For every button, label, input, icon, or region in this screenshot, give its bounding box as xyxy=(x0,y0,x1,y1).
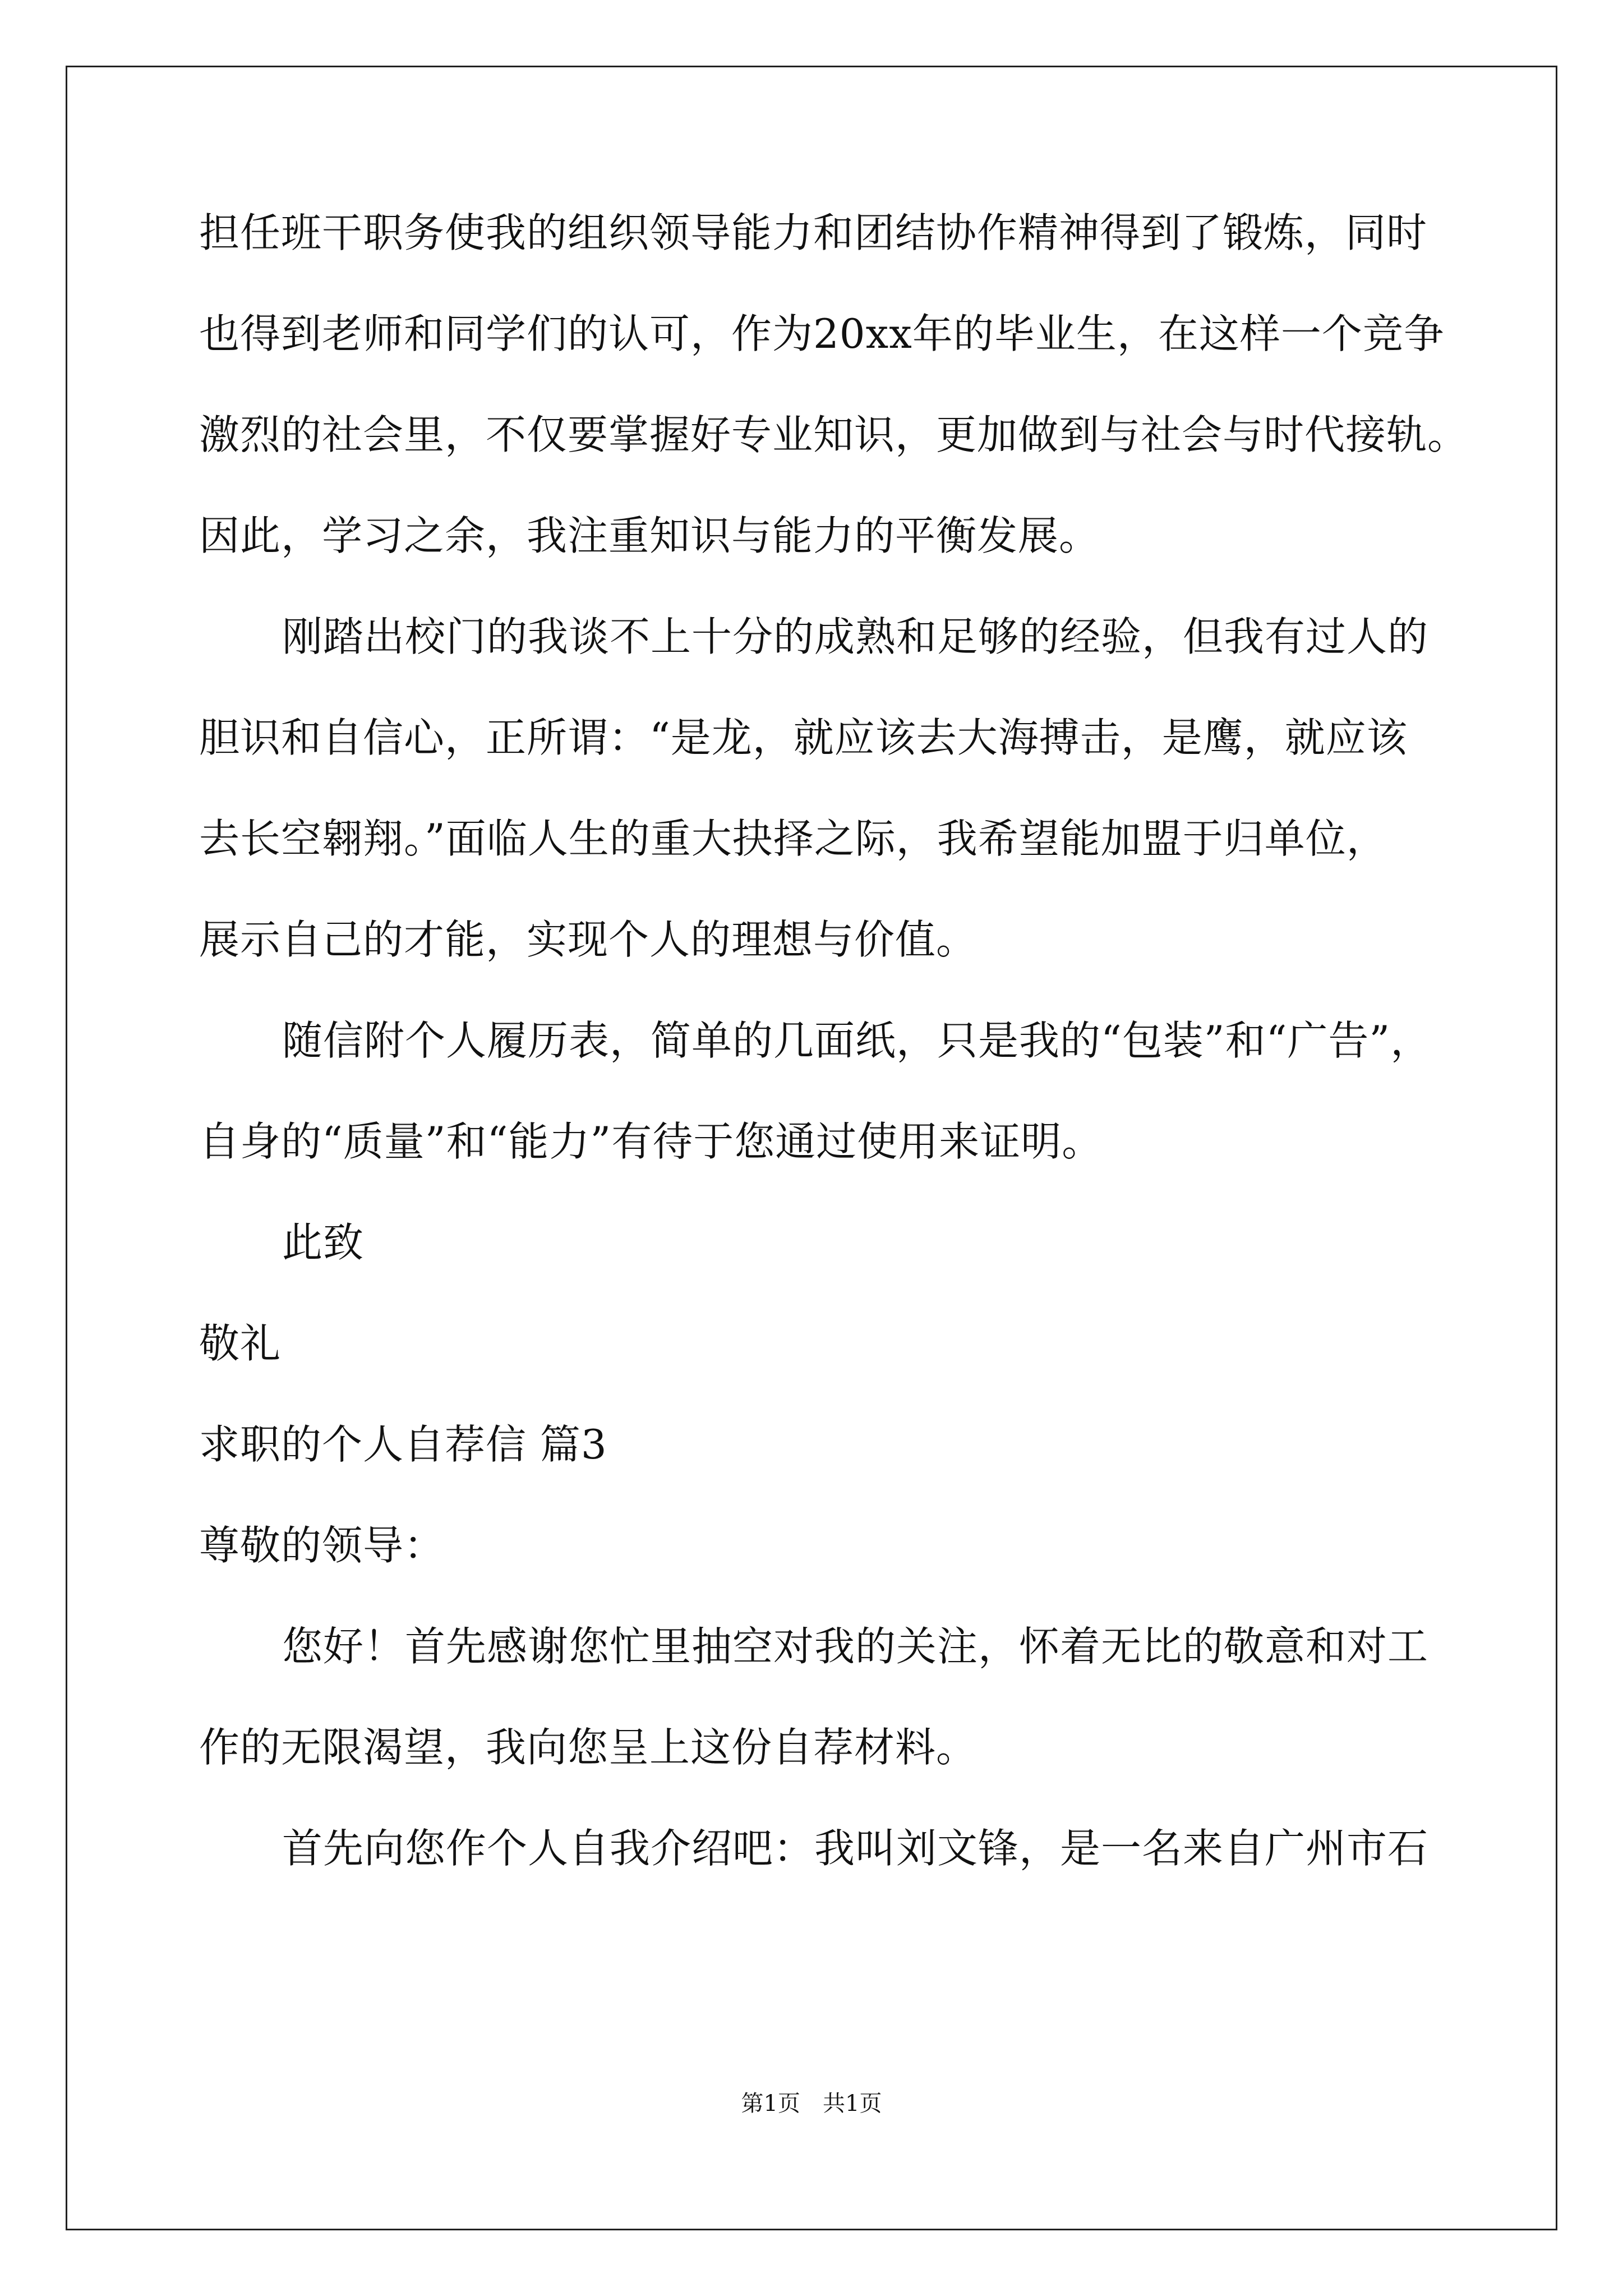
closing-regards: 敬礼 xyxy=(199,1320,282,1367)
text-line: 您好！首先感谢您忙里抽空对我的关注，怀着无比的敬意和对工 xyxy=(282,1623,1429,1670)
text-line: 展示自己的才能，实现个人的理想与价值。 xyxy=(199,916,978,963)
closing-salutation: 此致 xyxy=(282,1219,365,1266)
text-line: 因此，学习之余，我注重知识与能力的平衡发展。 xyxy=(199,512,1100,559)
text-line: 作的无限渴望，我向您呈上这份自荐材料。 xyxy=(199,1724,978,1771)
greeting: 尊敬的领导： xyxy=(199,1522,445,1569)
text-line: 去长空翱翔。”面临人生的重大抉择之际，我希望能加盟于归单位， xyxy=(199,815,1387,862)
text-line: 担任班干职务使我的组织领导能力和团结协作精神得到了锻炼，同时 xyxy=(199,209,1428,256)
text-line: 首先向您作个人自我介绍吧：我叫刘文锋，是一名来自广州市石 xyxy=(282,1825,1429,1872)
text-line: 胆识和自信心，正所谓：“是龙，就应该去大海搏击，是鹰，就应该 xyxy=(199,714,1408,761)
text-line: 随信附个人履历表，简单的几面纸，只是我的“包装”和“广告”， xyxy=(282,1017,1432,1064)
page-footer: 第1页 共1页 xyxy=(741,2091,882,2116)
text-line: 自身的“质量”和“能力”有待于您通过使用来证明。 xyxy=(199,1118,1103,1165)
text-line: 激烈的社会里，不仅要掌握好专业知识，更加做到与社会与时代接轨。 xyxy=(199,411,1469,458)
text-line: 也得到老师和同学们的认可，作为20xx年的毕业生，在这样一个竞争 xyxy=(199,310,1445,357)
text-line: 刚踏出校门的我谈不上十分的成熟和足够的经验，但我有过人的 xyxy=(282,613,1429,660)
section-title: 求职的个人自荐信 篇3 xyxy=(199,1421,607,1468)
